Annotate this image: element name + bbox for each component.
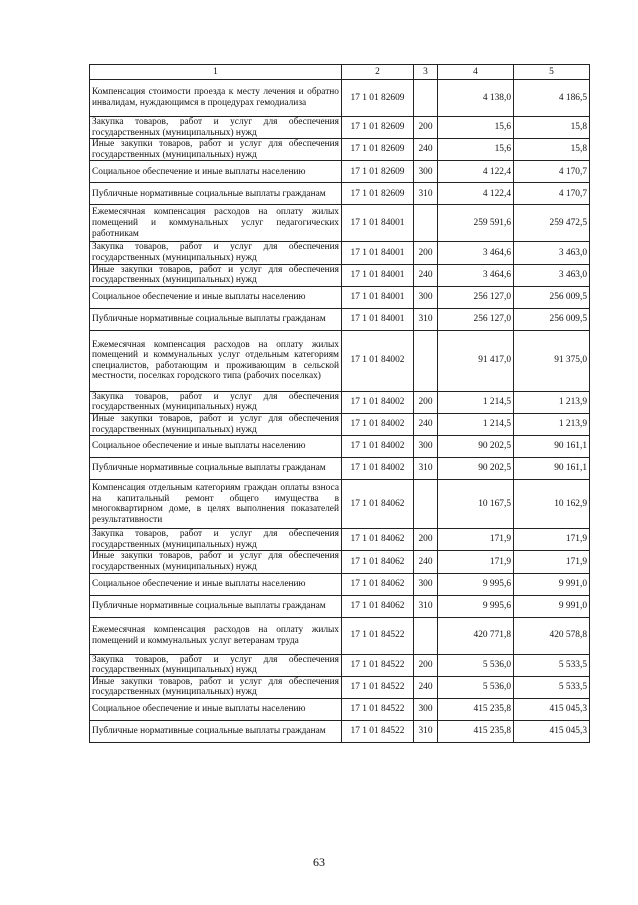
row-amount-2-cell: 91 375,0 bbox=[514, 330, 590, 391]
row-kind-cell: 310 bbox=[414, 183, 438, 205]
row-amount-1-cell: 5 536,0 bbox=[438, 654, 514, 676]
column-header-amount-2: 5 bbox=[514, 65, 590, 80]
row-amount-2-cell: 171,9 bbox=[514, 529, 590, 551]
row-code-cell: 17 1 01 84002 bbox=[342, 330, 414, 391]
row-code-cell: 17 1 01 82609 bbox=[342, 161, 414, 183]
row-amount-2-cell: 10 162,9 bbox=[514, 480, 590, 529]
row-code-cell: 17 1 01 82609 bbox=[342, 117, 414, 139]
row-amount-2-cell: 90 161,1 bbox=[514, 436, 590, 458]
row-amount-2-cell: 256 009,5 bbox=[514, 308, 590, 330]
table-row bbox=[90, 117, 590, 139]
row-amount-1-cell: 171,9 bbox=[438, 529, 514, 551]
table-row bbox=[90, 529, 590, 551]
row-amount-2-cell: 3 463,0 bbox=[514, 242, 590, 264]
row-name-cell: Иные закупки товаров, работ и услуг для обеспечения государственных (муниципальных) нужд bbox=[90, 413, 342, 435]
row-name-cell: Публичные нормативные социальные выплаты гражданам bbox=[90, 458, 342, 480]
table-row bbox=[90, 183, 590, 205]
column-header-amount-1: 4 bbox=[438, 65, 514, 80]
row-code-cell: 17 1 01 84522 bbox=[342, 720, 414, 742]
table-row bbox=[90, 242, 590, 264]
row-name-cell: Публичные нормативные социальные выплаты гражданам bbox=[90, 183, 342, 205]
row-kind-cell bbox=[414, 330, 438, 391]
table-row bbox=[90, 391, 590, 413]
row-amount-2-cell: 9 991,0 bbox=[514, 573, 590, 595]
row-code-cell: 17 1 01 84522 bbox=[342, 617, 414, 654]
row-amount-2-cell: 1 213,9 bbox=[514, 391, 590, 413]
row-kind-cell: 200 bbox=[414, 529, 438, 551]
row-amount-1-cell: 9 995,6 bbox=[438, 573, 514, 595]
row-kind-cell: 240 bbox=[414, 264, 438, 286]
table-header-row bbox=[90, 65, 590, 80]
row-kind-cell: 300 bbox=[414, 698, 438, 720]
row-amount-1-cell: 9 995,6 bbox=[438, 595, 514, 617]
row-amount-1-cell: 1 214,5 bbox=[438, 391, 514, 413]
row-name-cell: Ежемесячная компенсация расходов на оплату жилых помещений и коммунальных услуг педагогических работникам bbox=[90, 205, 342, 242]
row-name-cell: Иные закупки товаров, работ и услуг для обеспечения государственных (муниципальных) нужд bbox=[90, 139, 342, 161]
row-code-cell: 17 1 01 84002 bbox=[342, 436, 414, 458]
table-row bbox=[90, 480, 590, 529]
row-name-cell: Ежемесячная компенсация расходов на оплату жилых помещений и коммунальных услуг ветеранам труда bbox=[90, 617, 342, 654]
row-name-cell: Социальное обеспечение и иные выплаты населению bbox=[90, 286, 342, 308]
row-name-cell: Ежемесячная компенсация расходов на оплату жилых помещений и коммунальных услуг отдельным категориям специалистов, работающим и проживающим в сельской местности, поселках городского типа (рабочих поселках) bbox=[90, 330, 342, 391]
row-amount-2-cell: 4 186,5 bbox=[514, 80, 590, 117]
row-amount-1-cell: 4 122,4 bbox=[438, 183, 514, 205]
row-kind-cell: 240 bbox=[414, 139, 438, 161]
row-name-cell: Иные закупки товаров, работ и услуг для обеспечения государственных (муниципальных) нужд bbox=[90, 676, 342, 698]
row-name-cell: Закупка товаров, работ и услуг для обеспечения государственных (муниципальных) нужд bbox=[90, 654, 342, 676]
row-kind-cell: 310 bbox=[414, 720, 438, 742]
row-code-cell: 17 1 01 84522 bbox=[342, 654, 414, 676]
table-row bbox=[90, 698, 590, 720]
row-amount-1-cell: 90 202,5 bbox=[438, 458, 514, 480]
budget-table bbox=[89, 64, 590, 743]
row-amount-2-cell: 3 463,0 bbox=[514, 264, 590, 286]
row-amount-1-cell: 10 167,5 bbox=[438, 480, 514, 529]
row-amount-1-cell: 415 235,8 bbox=[438, 698, 514, 720]
budget-sheet bbox=[89, 64, 590, 743]
row-code-cell: 17 1 01 84001 bbox=[342, 242, 414, 264]
table-row bbox=[90, 139, 590, 161]
row-name-cell: Компенсация стоимости проезда к месту лечения и обратно инвалидам, нуждающимся в процедурах гемодиализа bbox=[90, 80, 342, 117]
page-number: 63 bbox=[313, 855, 325, 869]
row-name-cell: Социальное обеспечение и иные выплаты населению bbox=[90, 436, 342, 458]
row-code-cell: 17 1 01 84001 bbox=[342, 308, 414, 330]
row-name-cell: Социальное обеспечение и иные выплаты населению bbox=[90, 698, 342, 720]
row-amount-1-cell: 15,6 bbox=[438, 139, 514, 161]
row-amount-1-cell: 4 122,4 bbox=[438, 161, 514, 183]
table-row bbox=[90, 654, 590, 676]
row-amount-2-cell: 415 045,3 bbox=[514, 698, 590, 720]
row-amount-1-cell: 91 417,0 bbox=[438, 330, 514, 391]
row-code-cell: 17 1 01 84001 bbox=[342, 205, 414, 242]
row-amount-1-cell: 1 214,5 bbox=[438, 413, 514, 435]
row-code-cell: 17 1 01 84062 bbox=[342, 573, 414, 595]
row-amount-1-cell: 90 202,5 bbox=[438, 436, 514, 458]
row-code-cell: 17 1 01 82609 bbox=[342, 183, 414, 205]
row-name-cell: Иные закупки товаров, работ и услуг для обеспечения государственных (муниципальных) нужд bbox=[90, 551, 342, 573]
row-kind-cell: 310 bbox=[414, 595, 438, 617]
row-code-cell: 17 1 01 84062 bbox=[342, 551, 414, 573]
table-row bbox=[90, 617, 590, 654]
row-code-cell: 17 1 01 82609 bbox=[342, 80, 414, 117]
row-code-cell: 17 1 01 84002 bbox=[342, 458, 414, 480]
row-kind-cell: 300 bbox=[414, 573, 438, 595]
row-amount-2-cell: 259 472,5 bbox=[514, 205, 590, 242]
row-kind-cell bbox=[414, 205, 438, 242]
row-code-cell: 17 1 01 84062 bbox=[342, 480, 414, 529]
row-kind-cell: 310 bbox=[414, 458, 438, 480]
row-amount-2-cell: 415 045,3 bbox=[514, 720, 590, 742]
table-row bbox=[90, 205, 590, 242]
row-code-cell: 17 1 01 84002 bbox=[342, 413, 414, 435]
row-kind-cell: 300 bbox=[414, 286, 438, 308]
row-name-cell: Закупка товаров, работ и услуг для обеспечения государственных (муниципальных) нужд bbox=[90, 117, 342, 139]
row-amount-2-cell: 1 213,9 bbox=[514, 413, 590, 435]
row-kind-cell: 240 bbox=[414, 551, 438, 573]
row-code-cell: 17 1 01 84001 bbox=[342, 264, 414, 286]
row-name-cell: Иные закупки товаров, работ и услуг для обеспечения государственных (муниципальных) нужд bbox=[90, 264, 342, 286]
table-row bbox=[90, 161, 590, 183]
table-row bbox=[90, 720, 590, 742]
row-kind-cell: 310 bbox=[414, 308, 438, 330]
row-amount-2-cell: 420 578,8 bbox=[514, 617, 590, 654]
row-kind-cell bbox=[414, 617, 438, 654]
row-amount-1-cell: 3 464,6 bbox=[438, 264, 514, 286]
row-code-cell: 17 1 01 84062 bbox=[342, 529, 414, 551]
table-row bbox=[90, 551, 590, 573]
table-row bbox=[90, 264, 590, 286]
row-name-cell: Публичные нормативные социальные выплаты гражданам bbox=[90, 595, 342, 617]
row-name-cell: Социальное обеспечение и иные выплаты населению bbox=[90, 161, 342, 183]
column-header-code: 2 bbox=[342, 65, 414, 80]
column-header-kind: 3 bbox=[414, 65, 438, 80]
row-amount-1-cell: 256 127,0 bbox=[438, 308, 514, 330]
row-code-cell: 17 1 01 84001 bbox=[342, 286, 414, 308]
row-kind-cell bbox=[414, 480, 438, 529]
row-amount-2-cell: 4 170,7 bbox=[514, 183, 590, 205]
table-row bbox=[90, 80, 590, 117]
row-amount-1-cell: 3 464,6 bbox=[438, 242, 514, 264]
row-kind-cell: 300 bbox=[414, 436, 438, 458]
row-code-cell: 17 1 01 82609 bbox=[342, 139, 414, 161]
table-row bbox=[90, 573, 590, 595]
row-kind-cell: 240 bbox=[414, 676, 438, 698]
row-kind-cell bbox=[414, 80, 438, 117]
row-amount-2-cell: 15,8 bbox=[514, 139, 590, 161]
row-code-cell: 17 1 01 84062 bbox=[342, 595, 414, 617]
row-kind-cell: 300 bbox=[414, 161, 438, 183]
row-kind-cell: 200 bbox=[414, 117, 438, 139]
row-code-cell: 17 1 01 84522 bbox=[342, 698, 414, 720]
row-amount-2-cell: 4 170,7 bbox=[514, 161, 590, 183]
row-amount-2-cell: 90 161,1 bbox=[514, 458, 590, 480]
row-amount-1-cell: 171,9 bbox=[438, 551, 514, 573]
table-body bbox=[90, 80, 590, 743]
row-kind-cell: 200 bbox=[414, 391, 438, 413]
row-kind-cell: 200 bbox=[414, 654, 438, 676]
row-name-cell: Закупка товаров, работ и услуг для обеспечения государственных (муниципальных) нужд bbox=[90, 391, 342, 413]
row-amount-2-cell: 256 009,5 bbox=[514, 286, 590, 308]
row-code-cell: 17 1 01 84002 bbox=[342, 391, 414, 413]
row-amount-1-cell: 415 235,8 bbox=[438, 720, 514, 742]
table-row bbox=[90, 286, 590, 308]
row-amount-2-cell: 5 533,5 bbox=[514, 654, 590, 676]
row-amount-1-cell: 420 771,8 bbox=[438, 617, 514, 654]
table-row bbox=[90, 413, 590, 435]
row-name-cell: Публичные нормативные социальные выплаты гражданам bbox=[90, 308, 342, 330]
row-amount-1-cell: 256 127,0 bbox=[438, 286, 514, 308]
table-row bbox=[90, 308, 590, 330]
row-amount-2-cell: 15,8 bbox=[514, 117, 590, 139]
table-row bbox=[90, 458, 590, 480]
table-row bbox=[90, 595, 590, 617]
row-amount-1-cell: 5 536,0 bbox=[438, 676, 514, 698]
row-name-cell: Компенсация отдельным категориям граждан оплаты взноса на капитальный ремонт общего имущества в многоквартирном доме, в целях выполнения показателей результативности bbox=[90, 480, 342, 529]
row-name-cell: Публичные нормативные социальные выплаты гражданам bbox=[90, 720, 342, 742]
column-header-name: 1 bbox=[90, 65, 342, 80]
table-row bbox=[90, 676, 590, 698]
row-code-cell: 17 1 01 84522 bbox=[342, 676, 414, 698]
row-kind-cell: 200 bbox=[414, 242, 438, 264]
row-amount-1-cell: 15,6 bbox=[438, 117, 514, 139]
table-row bbox=[90, 330, 590, 391]
row-name-cell: Закупка товаров, работ и услуг для обеспечения государственных (муниципальных) нужд bbox=[90, 529, 342, 551]
row-amount-2-cell: 9 991,0 bbox=[514, 595, 590, 617]
row-amount-2-cell: 171,9 bbox=[514, 551, 590, 573]
row-amount-1-cell: 4 138,0 bbox=[438, 80, 514, 117]
row-name-cell: Социальное обеспечение и иные выплаты населению bbox=[90, 573, 342, 595]
table-row bbox=[90, 436, 590, 458]
row-kind-cell: 240 bbox=[414, 413, 438, 435]
row-amount-1-cell: 259 591,6 bbox=[438, 205, 514, 242]
row-name-cell: Закупка товаров, работ и услуг для обеспечения государственных (муниципальных) нужд bbox=[90, 242, 342, 264]
row-amount-2-cell: 5 533,5 bbox=[514, 676, 590, 698]
